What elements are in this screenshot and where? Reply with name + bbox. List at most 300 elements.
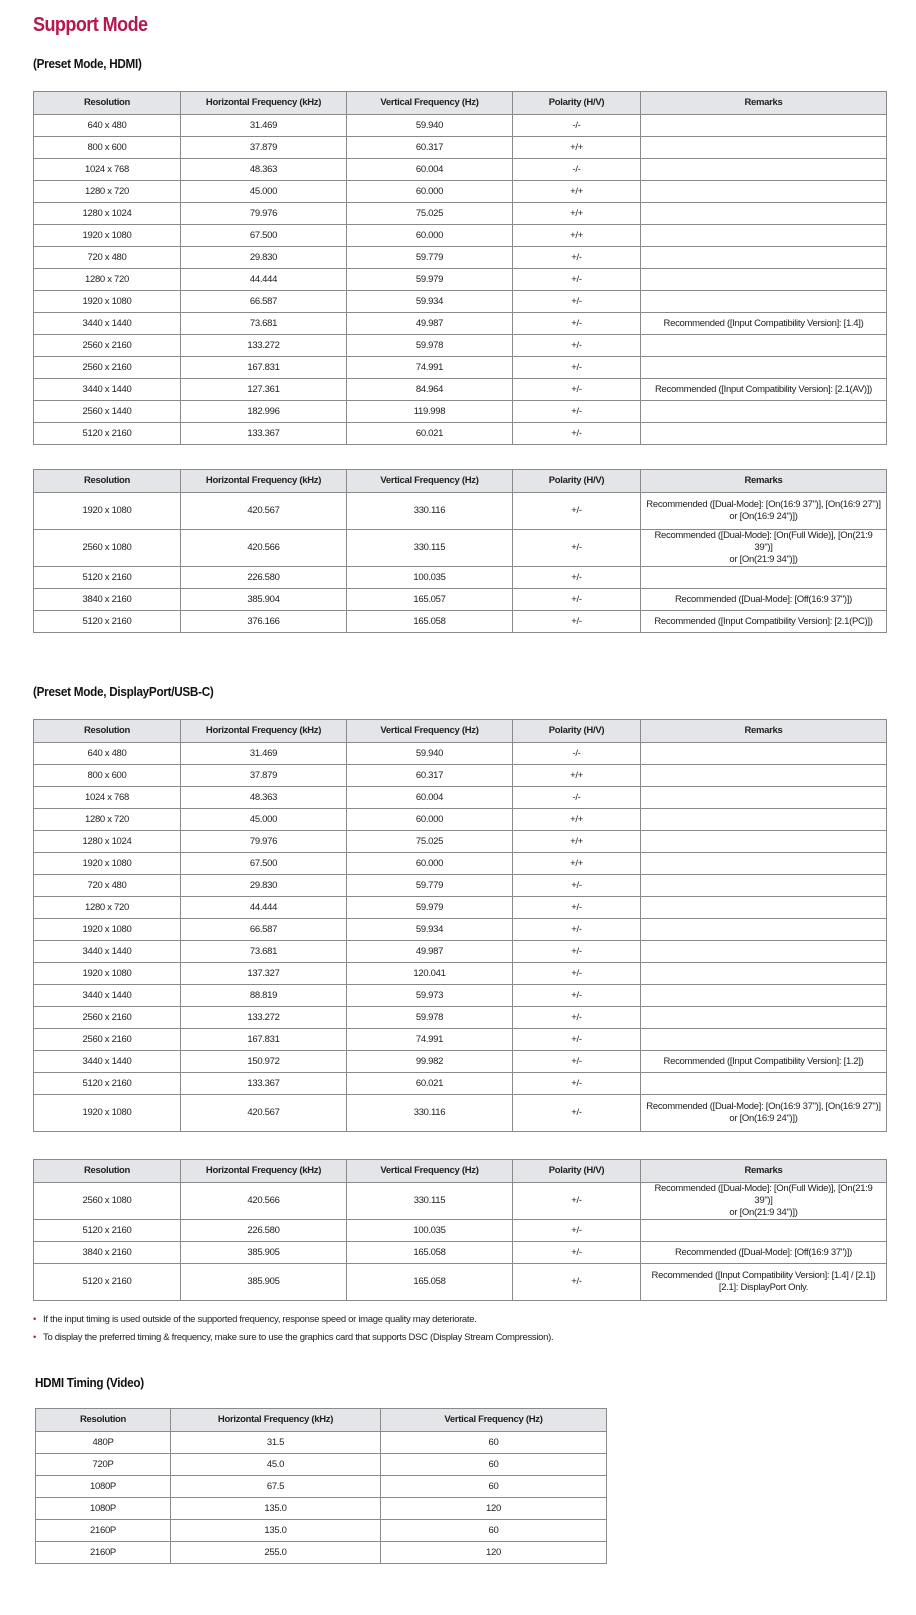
table-cell: 60 (381, 1520, 607, 1542)
column-header: Horizontal Frequency (kHz) (181, 92, 347, 115)
table-cell: 255.0 (171, 1542, 381, 1564)
table-row (34, 1029, 887, 1051)
table-row (36, 1476, 607, 1498)
table-cell: 133.272 (181, 1007, 347, 1029)
table-cell: 420.566 (181, 1183, 347, 1220)
table-cell: +/- (513, 567, 641, 589)
table-row (34, 853, 887, 875)
remarks-cell (641, 423, 887, 445)
remarks-line: Recommended ([Input Compatibility Version]: [1.2]) (663, 1055, 864, 1067)
table-row (34, 1007, 887, 1029)
table-cell: +/- (513, 291, 641, 313)
section-title-displayport: (Preset Mode, DisplayPort/USB-C) (33, 684, 214, 699)
table-row (36, 1454, 607, 1476)
table-cell: +/- (513, 985, 641, 1007)
table-cell: 640 x 480 (34, 743, 181, 765)
column-header: Horizontal Frequency (kHz) (181, 1160, 347, 1183)
table-cell: +/- (513, 423, 641, 445)
remarks-line: Recommended ([Dual-Mode]: [Off(16:9 37")]) (675, 593, 852, 605)
header-row (34, 1160, 887, 1183)
table-cell: 60.317 (347, 765, 513, 787)
remarks-cell (641, 115, 887, 137)
table-cell: 2160P (36, 1542, 171, 1564)
remarks-cell (641, 765, 887, 787)
remarks-cell (641, 1051, 887, 1073)
table-row (36, 1542, 607, 1564)
table-cell: 133.272 (181, 335, 347, 357)
table-cell: 66.587 (181, 291, 347, 313)
table-cell: 720 x 480 (34, 875, 181, 897)
table-row (34, 897, 887, 919)
table-cell: 59.934 (347, 919, 513, 941)
table-cell: 75.025 (347, 203, 513, 225)
table-cell: 29.830 (181, 247, 347, 269)
remarks-cell (641, 493, 887, 530)
table-cell: 182.996 (181, 401, 347, 423)
table-row (34, 423, 887, 445)
table-cell: +/- (513, 269, 641, 291)
header-row (34, 92, 887, 115)
table-row (34, 1183, 887, 1220)
column-header: Vertical Frequency (Hz) (347, 92, 513, 115)
remarks-cell (641, 357, 887, 379)
table-cell: +/- (513, 1073, 641, 1095)
column-header: Polarity (H/V) (513, 1160, 641, 1183)
table-cell: +/- (513, 1051, 641, 1073)
dp-preset-table-1 (33, 719, 887, 1132)
table-cell: 385.905 (181, 1264, 347, 1301)
table-cell: 1280 x 720 (34, 809, 181, 831)
table-cell: +/- (513, 1095, 641, 1132)
table-cell: +/- (513, 1220, 641, 1242)
table-row (34, 611, 887, 633)
table-cell: 60.000 (347, 809, 513, 831)
table-row (34, 159, 887, 181)
header-row (36, 1409, 607, 1432)
table-cell: 135.0 (171, 1520, 381, 1542)
table-row (34, 743, 887, 765)
remarks-line: Recommended ([Input Compatibility Version]: [2.1(PC)]) (654, 615, 873, 627)
table-cell: 1080P (36, 1498, 171, 1520)
column-header: Resolution (34, 1160, 181, 1183)
table-cell: +/- (513, 313, 641, 335)
table-cell: 59.940 (347, 115, 513, 137)
table-row (34, 247, 887, 269)
remarks-cell (641, 1073, 887, 1095)
remarks-cell (641, 963, 887, 985)
table-cell: 226.580 (181, 1220, 347, 1242)
table-cell: +/+ (513, 809, 641, 831)
column-header: Resolution (34, 720, 181, 743)
table-row (34, 809, 887, 831)
remarks-cell (641, 875, 887, 897)
table-row (34, 1220, 887, 1242)
remarks-cell (641, 743, 887, 765)
remarks-line: or [On(21:9 34")]) (729, 554, 798, 565)
remarks-line: Recommended ([Input Compatibility Version]: [2.1(AV)]) (654, 383, 872, 395)
remarks-cell (641, 985, 887, 1007)
table-row (34, 203, 887, 225)
table-cell: 44.444 (181, 897, 347, 919)
remarks-cell (641, 335, 887, 357)
table-cell: 376.166 (181, 611, 347, 633)
table-cell: 1920 x 1080 (34, 291, 181, 313)
table-cell: 3840 x 2160 (34, 1242, 181, 1264)
remarks-cell (641, 530, 887, 567)
table-cell: 3440 x 1440 (34, 313, 181, 335)
table-cell: +/- (513, 247, 641, 269)
table-cell: 1280 x 1024 (34, 831, 181, 853)
table-cell: +/+ (513, 853, 641, 875)
table-row (34, 530, 887, 567)
table-cell: 385.905 (181, 1242, 347, 1264)
table-row (34, 1242, 887, 1264)
table-cell: +/+ (513, 765, 641, 787)
table-cell: 420.567 (181, 493, 347, 530)
remarks-line: or [On(16:9 24")]) (729, 511, 798, 522)
table-row (36, 1520, 607, 1542)
remarks-cell (641, 313, 887, 335)
remarks-cell (641, 401, 887, 423)
note-item: • To display the preferred timing & frequency, make sure to use the graphics card that supports DSC (Display Stream Compression). (33, 1329, 886, 1347)
table-row (34, 493, 887, 530)
table-cell: 1920 x 1080 (34, 919, 181, 941)
note-item: • If the input timing is used outside of the supported frequency, response speed or image quality may deteriorate. (33, 1311, 886, 1329)
table-cell: 59.940 (347, 743, 513, 765)
table-row (34, 401, 887, 423)
table-cell: +/+ (513, 831, 641, 853)
table-cell: 37.879 (181, 137, 347, 159)
remarks-cell (641, 1220, 887, 1242)
table-row (34, 335, 887, 357)
table-row (34, 567, 887, 589)
table-cell: 119.998 (347, 401, 513, 423)
table-cell: 2560 x 1080 (34, 530, 181, 567)
table-cell: 150.972 (181, 1051, 347, 1073)
table-cell: 60.004 (347, 159, 513, 181)
table-cell: +/+ (513, 225, 641, 247)
table-cell: +/- (513, 963, 641, 985)
table-cell: 2560 x 2160 (34, 357, 181, 379)
table-cell: 226.580 (181, 567, 347, 589)
remarks-cell (641, 1242, 887, 1264)
table-cell: 59.779 (347, 247, 513, 269)
table-row (34, 787, 887, 809)
table-cell: +/- (513, 530, 641, 567)
table-cell: 60.004 (347, 787, 513, 809)
remarks-cell (641, 1007, 887, 1029)
table-row (34, 589, 887, 611)
table-cell: 1280 x 720 (34, 897, 181, 919)
table-cell: 88.819 (181, 985, 347, 1007)
table-row (34, 963, 887, 985)
table-cell: +/- (513, 1183, 641, 1220)
table-cell: 3440 x 1440 (34, 985, 181, 1007)
column-header: Polarity (H/V) (513, 92, 641, 115)
remarks-cell (641, 1183, 887, 1220)
table-cell: 2160P (36, 1520, 171, 1542)
table-cell: +/- (513, 941, 641, 963)
table-cell: 165.058 (347, 1264, 513, 1301)
table-cell: -/- (513, 115, 641, 137)
table-cell: 45.000 (181, 181, 347, 203)
column-header: Remarks (641, 720, 887, 743)
remarks-cell (641, 1264, 887, 1301)
table-cell: -/- (513, 787, 641, 809)
table-row (34, 115, 887, 137)
table-cell: 1024 x 768 (34, 787, 181, 809)
column-header: Horizontal Frequency (kHz) (171, 1409, 381, 1432)
column-header: Resolution (34, 470, 181, 493)
remarks-cell (641, 919, 887, 941)
column-header: Vertical Frequency (Hz) (347, 470, 513, 493)
remarks-line: Recommended ([Dual-Mode]: [On(Full Wide)], [On(21:9 39")] (654, 530, 873, 553)
table-cell: 120.041 (347, 963, 513, 985)
table-cell: 60.000 (347, 225, 513, 247)
table-cell: 37.879 (181, 765, 347, 787)
table-cell: 79.976 (181, 831, 347, 853)
remarks-line: Recommended ([Dual-Mode]: [On(16:9 37")], [On(16:9 27")] (646, 1101, 881, 1112)
table-cell: 127.361 (181, 379, 347, 401)
remarks-cell (641, 137, 887, 159)
table-row (34, 1264, 887, 1301)
table-row (34, 379, 887, 401)
table-cell: +/- (513, 611, 641, 633)
table-cell: 165.058 (347, 611, 513, 633)
remarks-line: or [On(16:9 24")]) (729, 1113, 798, 1124)
table-cell: 48.363 (181, 159, 347, 181)
table-cell: 165.058 (347, 1242, 513, 1264)
column-header: Remarks (641, 1160, 887, 1183)
table-cell: 2560 x 2160 (34, 1007, 181, 1029)
table-cell: 120 (381, 1542, 607, 1564)
table-row (34, 313, 887, 335)
table-cell: 385.904 (181, 589, 347, 611)
remarks-cell (641, 567, 887, 589)
table-cell: +/- (513, 1264, 641, 1301)
table-row (34, 941, 887, 963)
table-cell: 59.934 (347, 291, 513, 313)
remarks-cell (641, 787, 887, 809)
table-cell: 5120 x 2160 (34, 1264, 181, 1301)
remarks-cell (641, 589, 887, 611)
table-cell: 1280 x 720 (34, 181, 181, 203)
table-cell: 1080P (36, 1476, 171, 1498)
table-cell: 60.000 (347, 181, 513, 203)
table-cell: +/+ (513, 181, 641, 203)
remarks-cell (641, 159, 887, 181)
table-cell: 60.021 (347, 1073, 513, 1095)
table-cell: 29.830 (181, 875, 347, 897)
table-cell: 640 x 480 (34, 115, 181, 137)
remarks-line: Recommended ([Dual-Mode]: [On(16:9 37")], [On(16:9 27")] (646, 499, 881, 510)
hdmi-preset-table-2 (33, 469, 887, 633)
column-header: Resolution (34, 92, 181, 115)
table-cell: 3440 x 1440 (34, 379, 181, 401)
remarks-cell (641, 247, 887, 269)
page-title: Support Mode (33, 14, 148, 36)
table-cell: 60 (381, 1432, 607, 1454)
table-cell: +/- (513, 919, 641, 941)
table-cell: 49.987 (347, 941, 513, 963)
table-cell: 3440 x 1440 (34, 1051, 181, 1073)
table-cell: 800 x 600 (34, 765, 181, 787)
table-cell: 5120 x 2160 (34, 1073, 181, 1095)
table-cell: 3840 x 2160 (34, 589, 181, 611)
remarks-cell (641, 291, 887, 313)
column-header: Remarks (641, 470, 887, 493)
table-row (36, 1432, 607, 1454)
table-cell: 75.025 (347, 831, 513, 853)
column-header: Resolution (36, 1409, 171, 1432)
table-cell: 99.982 (347, 1051, 513, 1073)
table-cell: 60 (381, 1454, 607, 1476)
table-row (34, 1051, 887, 1073)
table-row (34, 985, 887, 1007)
table-cell: 5120 x 2160 (34, 1220, 181, 1242)
table-cell: 133.367 (181, 423, 347, 445)
table-cell: 1920 x 1080 (34, 225, 181, 247)
column-header: Remarks (641, 92, 887, 115)
column-header: Polarity (H/V) (513, 470, 641, 493)
remarks-line: or [On(21:9 34")]) (729, 1207, 798, 1218)
table-cell: 480P (36, 1432, 171, 1454)
table-cell: 167.831 (181, 357, 347, 379)
table-cell: 45.0 (171, 1454, 381, 1476)
table-cell: 59.779 (347, 875, 513, 897)
table-cell: 420.567 (181, 1095, 347, 1132)
section-title-video: HDMI Timing (Video) (35, 1375, 144, 1390)
column-header: Vertical Frequency (Hz) (347, 1160, 513, 1183)
table-cell: 59.979 (347, 897, 513, 919)
table-row (34, 1095, 887, 1132)
column-header: Horizontal Frequency (kHz) (181, 470, 347, 493)
table-cell: 67.500 (181, 225, 347, 247)
table-cell: -/- (513, 743, 641, 765)
table-cell: 330.115 (347, 1183, 513, 1220)
table-row (34, 1073, 887, 1095)
table-cell: 73.681 (181, 313, 347, 335)
table-cell: 135.0 (171, 1498, 381, 1520)
table-cell: 5120 x 2160 (34, 611, 181, 633)
table-cell: 31.5 (171, 1432, 381, 1454)
remarks-cell (641, 611, 887, 633)
remarks-line: Recommended ([Dual-Mode]: [Off(16:9 37")]) (675, 1246, 852, 1258)
table-cell: +/- (513, 897, 641, 919)
table-cell: 100.035 (347, 1220, 513, 1242)
remarks-cell (641, 897, 887, 919)
table-cell: +/- (513, 1242, 641, 1264)
table-cell: 720 x 480 (34, 247, 181, 269)
table-cell: +/- (513, 379, 641, 401)
table-cell: 1920 x 1080 (34, 853, 181, 875)
table-cell: 31.469 (181, 743, 347, 765)
table-cell: +/- (513, 875, 641, 897)
table-cell: 66.587 (181, 919, 347, 941)
table-cell: 5120 x 2160 (34, 567, 181, 589)
remarks-line: Recommended ([Input Compatibility Version]: [1.4]) (663, 317, 864, 329)
table-cell: 5120 x 2160 (34, 423, 181, 445)
table-cell: 84.964 (347, 379, 513, 401)
table-row (34, 225, 887, 247)
table-cell: 100.035 (347, 567, 513, 589)
table-cell: 67.500 (181, 853, 347, 875)
table-cell: 800 x 600 (34, 137, 181, 159)
hdmi-video-timing-table (35, 1408, 607, 1564)
table-cell: +/- (513, 335, 641, 357)
dp-preset-table-2 (33, 1159, 887, 1301)
table-cell: 1920 x 1080 (34, 493, 181, 530)
table-cell: 1280 x 720 (34, 269, 181, 291)
hdmi-preset-table-1 (33, 91, 887, 445)
table-row (34, 291, 887, 313)
table-cell: +/- (513, 493, 641, 530)
remarks-cell (641, 1029, 887, 1051)
remarks-cell (641, 269, 887, 291)
notes (33, 1311, 886, 1347)
table-cell: +/- (513, 1007, 641, 1029)
table-cell: 330.116 (347, 1095, 513, 1132)
remarks-line: Recommended ([Input Compatibility Version]: [1.4] / [2.1]) (651, 1270, 876, 1281)
table-cell: 120 (381, 1498, 607, 1520)
table-cell: 49.987 (347, 313, 513, 335)
table-cell: 45.000 (181, 809, 347, 831)
remarks-line: Recommended ([Dual-Mode]: [On(Full Wide)], [On(21:9 39")] (654, 1183, 873, 1206)
remarks-cell (641, 203, 887, 225)
table-row (34, 831, 887, 853)
table-row (36, 1498, 607, 1520)
table-cell: 1280 x 1024 (34, 203, 181, 225)
table-cell: +/- (513, 1029, 641, 1051)
table-row (34, 269, 887, 291)
table-cell: +/+ (513, 203, 641, 225)
table-cell: 165.057 (347, 589, 513, 611)
table-cell: 59.978 (347, 335, 513, 357)
table-cell: 60.021 (347, 423, 513, 445)
table-cell: 3440 x 1440 (34, 941, 181, 963)
remarks-cell (641, 225, 887, 247)
table-cell: 133.367 (181, 1073, 347, 1095)
table-cell: 60.000 (347, 853, 513, 875)
remarks-cell (641, 1095, 887, 1132)
table-cell: 330.115 (347, 530, 513, 567)
table-cell: 720P (36, 1454, 171, 1476)
table-cell: 2560 x 2160 (34, 1029, 181, 1051)
remarks-cell (641, 809, 887, 831)
table-cell: 74.991 (347, 357, 513, 379)
table-row (34, 181, 887, 203)
table-cell: 167.831 (181, 1029, 347, 1051)
table-cell: 74.991 (347, 1029, 513, 1051)
header-row (34, 470, 887, 493)
table-cell: 59.979 (347, 269, 513, 291)
remarks-cell (641, 941, 887, 963)
header-row (34, 720, 887, 743)
table-cell: 1920 x 1080 (34, 1095, 181, 1132)
table-cell: 59.973 (347, 985, 513, 1007)
column-header: Vertical Frequency (Hz) (347, 720, 513, 743)
table-cell: 44.444 (181, 269, 347, 291)
remarks-cell (641, 181, 887, 203)
column-header: Polarity (H/V) (513, 720, 641, 743)
remarks-cell (641, 831, 887, 853)
table-cell: +/- (513, 401, 641, 423)
table-cell: -/- (513, 159, 641, 181)
table-cell: 2560 x 1080 (34, 1183, 181, 1220)
table-cell: +/- (513, 589, 641, 611)
table-cell: 2560 x 1440 (34, 401, 181, 423)
table-row (34, 875, 887, 897)
